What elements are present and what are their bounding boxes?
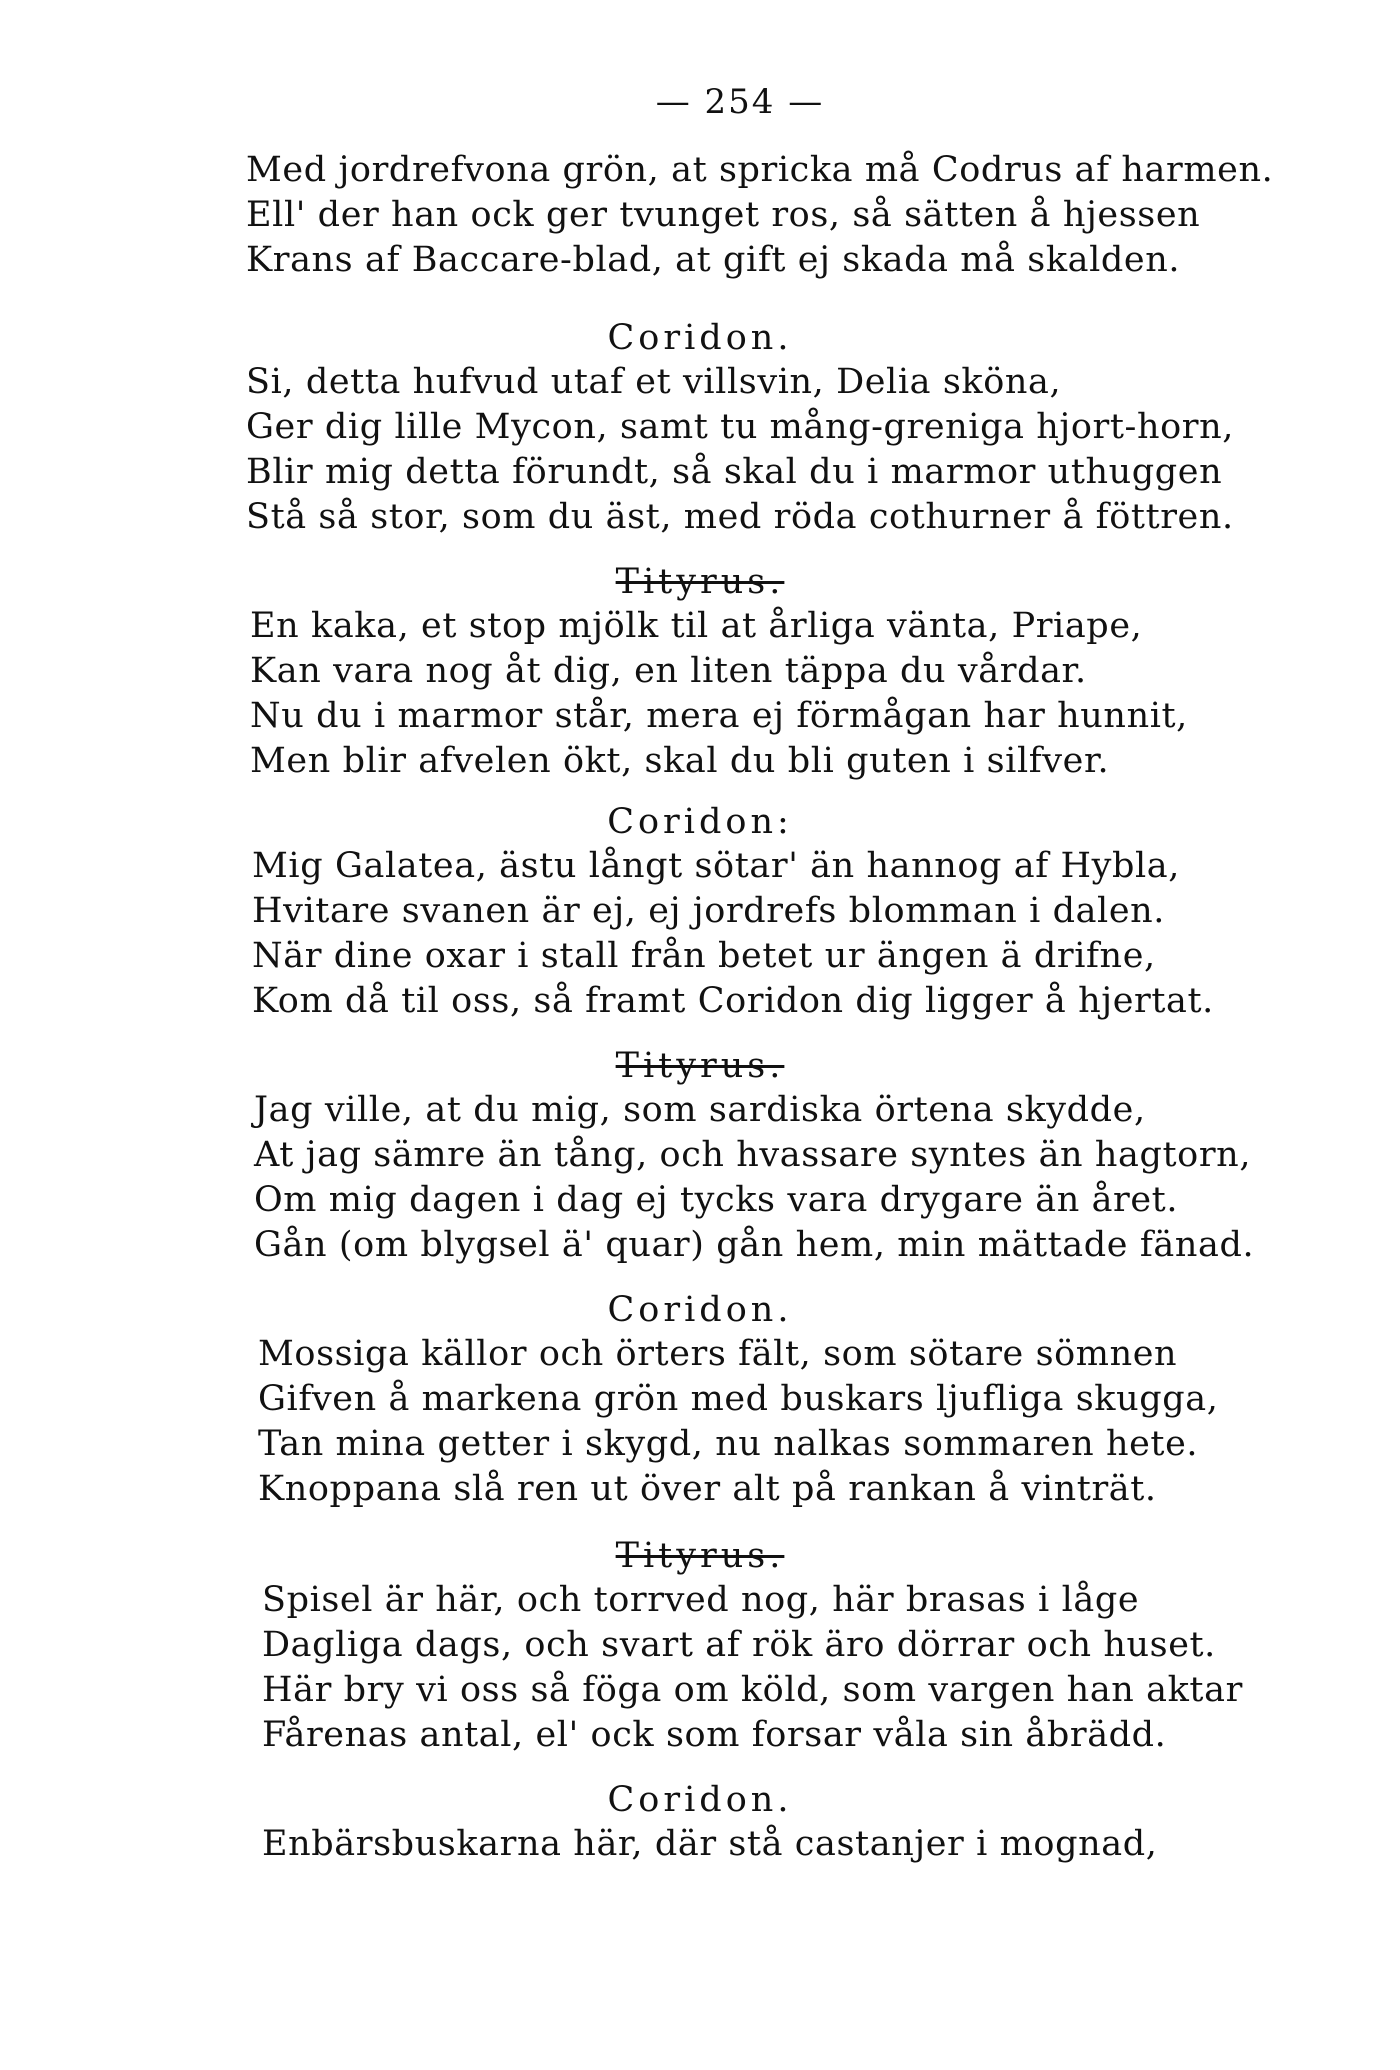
page-number: — 254 — (655, 82, 825, 122)
verse-line: Om mig dagen i dag ej tycks vara drygare än året. (254, 1180, 1179, 1220)
verse-line: Blir mig detta förundt, så skal du i marmor uthuggen (246, 452, 1223, 492)
verse-line: Nu du i marmor står, mera ej förmågan har hunnit, (250, 696, 1188, 736)
stanza-8 (0, 1778, 1400, 1867)
verse-line: Hvitare svanen är ej, ej jordrefs blomman i dalen. (252, 891, 1166, 931)
speaker-name: Coridon: (607, 802, 793, 842)
speaker-name: Coridon. (607, 318, 793, 358)
stanza-6 (0, 1288, 1400, 1512)
verse-line: Gifven å markena grön med buskars ljufliga skugga, (258, 1379, 1219, 1419)
verse-line: Ger dig lille Mycon, samt tu mång-greniga hjort-horn, (246, 407, 1234, 447)
stanza-1 (0, 148, 1400, 283)
verse-line: Dagliga dags, och svart af rök äro dörrar och huset. (262, 1625, 1216, 1665)
verse-line: Si, detta hufvud utaf et villsvin, Delia sköna, (246, 362, 1062, 402)
verse-line: At jag sämre än tång, och hvassare syntes än hagtorn, (254, 1135, 1252, 1175)
verse-line: En kaka, et stop mjölk til at årliga vänta, Priape, (250, 606, 1143, 646)
stanza-3 (0, 560, 1400, 784)
stanza-2 (0, 316, 1400, 540)
verse-line: Här bry vi oss så föga om köld, som vargen han aktar (262, 1670, 1243, 1710)
speaker-name: Tityrus. (615, 1046, 785, 1086)
verse-line: Gån (om blygsel ä' quar) gån hem, min mättade fänad. (254, 1225, 1255, 1265)
speaker-name: Tityrus. (615, 562, 785, 602)
verse-line: När dine oxar i stall från betet ur ängen ä drifne, (252, 936, 1156, 976)
verse-line: Krans af Baccare-blad, at gift ej skada må skalden. (246, 240, 1181, 280)
verse-line: Men blir afvelen ökt, skal du bli guten i silfver. (250, 741, 1110, 781)
verse-line: Stå så stor, som du äst, med röda cothurner å föttren. (246, 497, 1234, 537)
verse-line: Kom då til oss, så framt Coridon dig ligger å hjertat. (252, 981, 1214, 1021)
stanza-4 (0, 800, 1400, 1024)
verse-line: Spisel är här, och torrved nog, här brasas i låge (262, 1580, 1140, 1620)
verse-line: Mossiga källor och örters fält, som sötare sömnen (258, 1334, 1178, 1374)
verse-line: Mig Galatea, ästu långt sötar' än hannog af Hybla, (252, 846, 1181, 886)
verse-line: Knoppana slå ren ut över alt på rankan å vinträt. (258, 1469, 1157, 1509)
speaker-name: Tityrus. (615, 1536, 785, 1576)
verse-line: Kan vara nog åt dig, en liten täppa du vårdar. (250, 651, 1087, 691)
verse-line: Tan mina getter i skygd, nu nalkas sommaren hete. (258, 1424, 1199, 1464)
verse-line: Fårenas antal, el' ock som forsar våla sin åbrädd. (262, 1715, 1167, 1755)
speaker-name: Coridon. (607, 1290, 793, 1330)
verse-line: Jag ville, at du mig, som sardiska örtena skydde, (254, 1090, 1146, 1130)
verse-line: Enbärsbuskarna här, där stå castanjer i mognad, (262, 1824, 1158, 1864)
verse-line: Med jordrefvona grön, at spricka må Codrus af harmen. (246, 150, 1274, 190)
stanza-5 (0, 1044, 1400, 1268)
verse-line: Ell' der han ock ger tvunget ros, så sätten å hjessen (246, 195, 1201, 235)
speaker-name: Coridon. (607, 1780, 793, 1820)
stanza-7 (0, 1534, 1400, 1758)
